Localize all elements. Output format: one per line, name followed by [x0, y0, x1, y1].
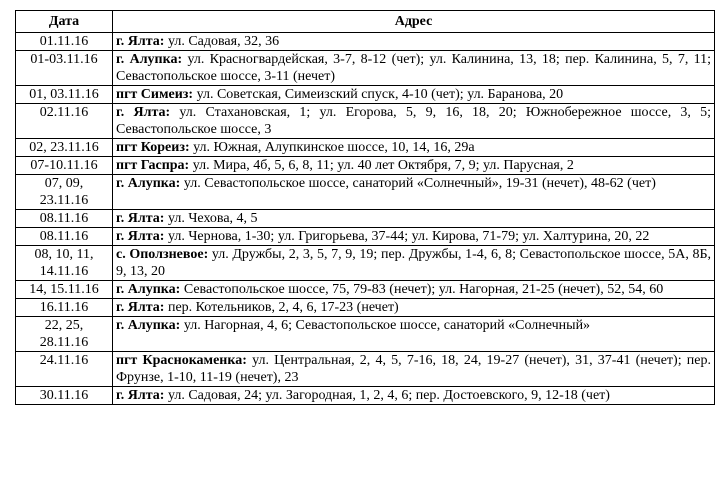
- table-row: [16, 139, 715, 157]
- row-address-cell: [113, 246, 715, 281]
- row-address-cell: [113, 299, 715, 317]
- row-address-cell: [113, 139, 715, 157]
- row-address: ул. Красногвардейская, 3-7, 8-12 (чет); ул. Калинина, 13, 18; пер. Калинина, 5, 7, 11; Севастопольское шоссе, 3-11 (нечет): [116, 52, 712, 84]
- row-address: ул. Садовая, 24; ул. Загородная, 1, 2, 4, 6; пер. Достоевского, 9, 12-18 (чет): [167, 388, 610, 403]
- row-date: 07-10.11.16: [16, 157, 113, 175]
- row-date: 01-03.11.16: [16, 51, 113, 86]
- row-address-cell: [113, 175, 715, 210]
- table-row: [16, 210, 715, 228]
- row-address: ул. Севастопольское шоссе, санаторий «Солнечный», 19-31 (нечет), 48-62 (чет): [183, 176, 656, 191]
- row-address-cell: [113, 104, 715, 139]
- row-date: 30.11.16: [16, 387, 113, 405]
- row-date: 16.11.16: [16, 299, 113, 317]
- row-locality: г. Алупка:: [116, 282, 181, 297]
- row-locality: г. Ялта:: [116, 105, 171, 120]
- date-column-header: Дата: [16, 11, 113, 33]
- row-address: ул. Центральная, 2, 4, 5, 7-16, 18, 24, 19-27 (нечет), 31, 37-41 (нечет); пер. Фрунзе, 1-10, 11-19 (нечет), 23: [116, 353, 711, 385]
- row-address: ул. Южная, Алупкинское шоссе, 10, 14, 16, 29а: [193, 140, 475, 155]
- row-date: 01.11.16: [16, 33, 113, 51]
- row-locality: пгт Кореиз:: [116, 140, 190, 155]
- row-address: ул. Чернова, 1-30; ул. Григорьева, 37-44; ул. Кирова, 71-79; ул. Халтурина, 20, 22: [167, 229, 650, 244]
- row-address-cell: [113, 210, 715, 228]
- row-locality: г. Ялта:: [116, 229, 165, 244]
- row-locality: с. Оползневое:: [116, 247, 209, 262]
- table-row: [16, 33, 715, 51]
- row-date: 08.11.16: [16, 228, 113, 246]
- document-page: [15, 10, 714, 405]
- table-row: [16, 246, 715, 281]
- table-row: [16, 317, 715, 352]
- row-address: ул. Садовая, 32, 36: [167, 34, 280, 49]
- row-address: ул. Советская, Симеизский спуск, 4-10 (чет); ул. Баранова, 20: [196, 87, 564, 102]
- row-address-cell: [113, 51, 715, 86]
- row-locality: г. Алупка:: [116, 52, 183, 67]
- row-date: 14, 15.11.16: [16, 281, 113, 299]
- row-address: ул. Нагорная, 4, 6; Севастопольское шоссе, санаторий «Солнечный»: [183, 318, 591, 333]
- row-locality: г. Ялта:: [116, 211, 165, 226]
- table-row: [16, 104, 715, 139]
- row-date: 22, 25, 28.11.16: [16, 317, 113, 352]
- row-address: ул. Мира, 4б, 5, 6, 8, 11; ул. 40 лет Октября, 7, 9; ул. Парусная, 2: [192, 158, 574, 173]
- row-locality: г. Ялта:: [116, 300, 165, 315]
- row-address: ул. Дружбы, 2, 3, 5, 7, 9, 19; пер. Дружбы, 1-4, 6, 8; Севастопольское шоссе, 5А, 8Б, 9, 13, 20: [116, 247, 711, 279]
- table-row: [16, 387, 715, 405]
- row-locality: пгт Гаспра:: [116, 158, 190, 173]
- outage-schedule-table: [15, 10, 715, 405]
- row-address: ул. Чехова, 4, 5: [167, 211, 258, 226]
- address-column-header: Адрес: [113, 11, 715, 33]
- row-date: 02, 23.11.16: [16, 139, 113, 157]
- row-address: ул. Стахановская, 1; ул. Егорова, 5, 9, 16, 18, 20; Южнобережное шоссе, 3, 5; Севастопольское шоссе, 3: [116, 105, 712, 137]
- table-row: [16, 86, 715, 104]
- row-address: Севастопольское шоссе, 75, 79-83 (нечет); ул. Нагорная, 21-25 (нечет), 52, 54, 60: [183, 282, 664, 297]
- row-locality: пгт Краснокаменка:: [116, 353, 247, 368]
- row-address-cell: [113, 33, 715, 51]
- row-date: 02.11.16: [16, 104, 113, 139]
- row-date: 08, 10, 11, 14.11.16: [16, 246, 113, 281]
- row-locality: пгт Симеиз:: [116, 87, 194, 102]
- row-address-cell: [113, 352, 715, 387]
- row-locality: г. Ялта:: [116, 34, 165, 49]
- row-date: 08.11.16: [16, 210, 113, 228]
- row-address-cell: [113, 86, 715, 104]
- row-address-cell: [113, 387, 715, 405]
- row-date: 07, 09, 23.11.16: [16, 175, 113, 210]
- row-address-cell: [113, 317, 715, 352]
- row-address-cell: [113, 281, 715, 299]
- table-row: [16, 352, 715, 387]
- row-locality: г. Алупка:: [116, 318, 181, 333]
- row-locality: г. Алупка:: [116, 176, 181, 191]
- row-address: пер. Котельников, 2, 4, 6, 17-23 (нечет): [167, 300, 399, 315]
- row-locality: г. Ялта:: [116, 388, 165, 403]
- row-address-cell: [113, 157, 715, 175]
- table-row: [16, 281, 715, 299]
- table-row: [16, 175, 715, 210]
- row-date: 24.11.16: [16, 352, 113, 387]
- table-row: [16, 299, 715, 317]
- table-header-row: [16, 11, 715, 33]
- table-row: [16, 157, 715, 175]
- row-address-cell: [113, 228, 715, 246]
- row-date: 01, 03.11.16: [16, 86, 113, 104]
- table-row: [16, 228, 715, 246]
- table-row: [16, 51, 715, 86]
